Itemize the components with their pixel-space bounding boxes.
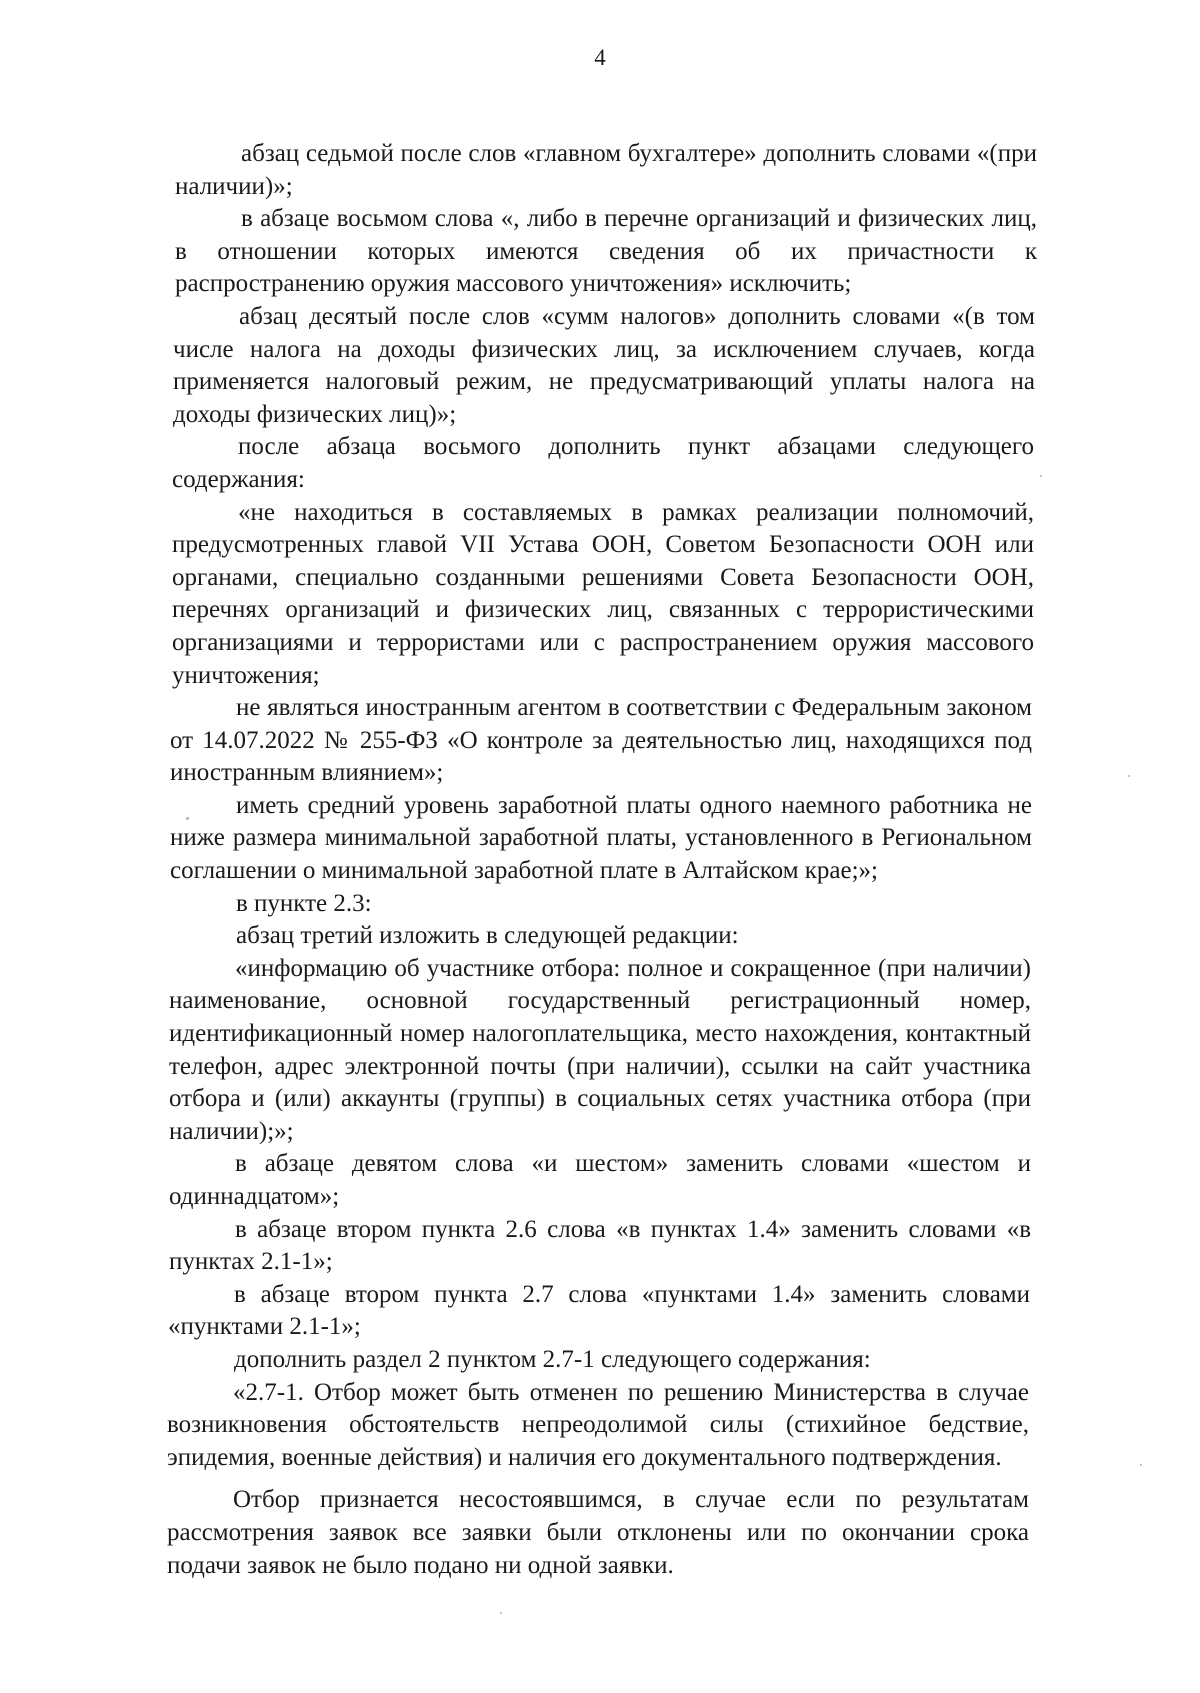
scan-speck <box>1140 1464 1142 1466</box>
paragraph-5: «не находиться в составляемых в рамках реализации полномочий, предусмотренных главой VII Устава ООН, Советом Безопасности ООН или органами, специально созданными решениями Совета Безопасности ООН, перечнях организаций и физических лиц, связанных с террористическими организациями и террористами или с распространением оружия массового уничтожения; <box>172 498 1034 689</box>
paragraph-9: абзац третий изложить в следующей редакции: <box>236 922 739 950</box>
paragraph-13: в абзаце втором пункта 2.7 слова «пунктами 1.4» заменить словами «пунктами 2.1-1»; <box>168 1280 1030 1341</box>
paragraph-16: Отбор признается несостоявшимся, в случае если по результатам рассмотрения заявок все заявки были отклонены или по окончании срока подачи заявок не было подано ни одной заявки. <box>167 1486 1029 1579</box>
paragraph-14: дополнить раздел 2 пунктом 2.7-1 следующего содержания: <box>234 1345 871 1373</box>
paragraph-3: абзац десятый после слов «сумм налогов» дополнить словами «(в том числе налога на доходы физических лиц, за исключением случаев, когда применяется налоговый режим, не предусматривающий уплаты налога на доходы физических лиц)»; <box>173 302 1035 428</box>
scan-speck <box>500 1612 502 1614</box>
paragraph-8: в пункте 2.3: <box>236 889 372 917</box>
paragraph-6: не являться иностранным агентом в соответствии с Федеральным законом от 14.07.2022 № 255-ФЗ «О контроле за деятельностью лиц, находящихся под иностранным влиянием»; <box>170 694 1032 787</box>
paragraph-1: абзац седьмой после слов «главном бухгалтере» дополнить словами «(при наличии)»; <box>175 140 1037 200</box>
paragraph-7: иметь средний уровень заработной платы одного наемного работника не ниже размера минимальной заработной платы, установленного в Региональном соглашении о минимальной заработной плате в Алтайском крае;»; <box>170 791 1032 885</box>
paragraph-12: в абзаце втором пункта 2.6 слова «в пунктах 1.4» заменить словами «в пунктах 2.1-1»; <box>169 1215 1031 1276</box>
paragraph-15: «2.7-1. Отбор может быть отменен по решению Министерства в случае возникновения обстоятельств непреодолимой силы (стихийное бедствие, эпидемия, военные действия) и наличия его документального подтверждения. <box>167 1378 1029 1471</box>
document-body <box>0 138 1200 1582</box>
page-number: 4 <box>594 45 606 70</box>
paragraph-10: «информацию об участнике отбора: полное и сокращенное (при наличии) наименование, основной государственный регистрационный номер, идентификационный номер налогоплательщика, место нахождения, контактный телефон, адрес электронной почты (при наличии), ссылки на сайт участника отбора и (или) аккаунты (группы) в социальных сетях участника отбора (при наличии);»; <box>169 954 1031 1145</box>
scan-speck <box>186 817 189 820</box>
paragraph-4: после абзаца восьмого дополнить пункт абзацами следующего содержания: <box>172 433 1034 493</box>
paragraph-2: в абзаце восьмом слова «, либо в перечне организаций и физических лиц, в отношении которых имеются сведения об их причастности к распространению оружия массового уничтожения» исключить; <box>175 205 1037 298</box>
scan-speck <box>1040 475 1042 477</box>
scan-speck <box>1128 775 1130 777</box>
paragraph-11: в абзаце девятом слова «и шестом» заменить словами «шестом и одиннадцатом»; <box>169 1150 1031 1210</box>
